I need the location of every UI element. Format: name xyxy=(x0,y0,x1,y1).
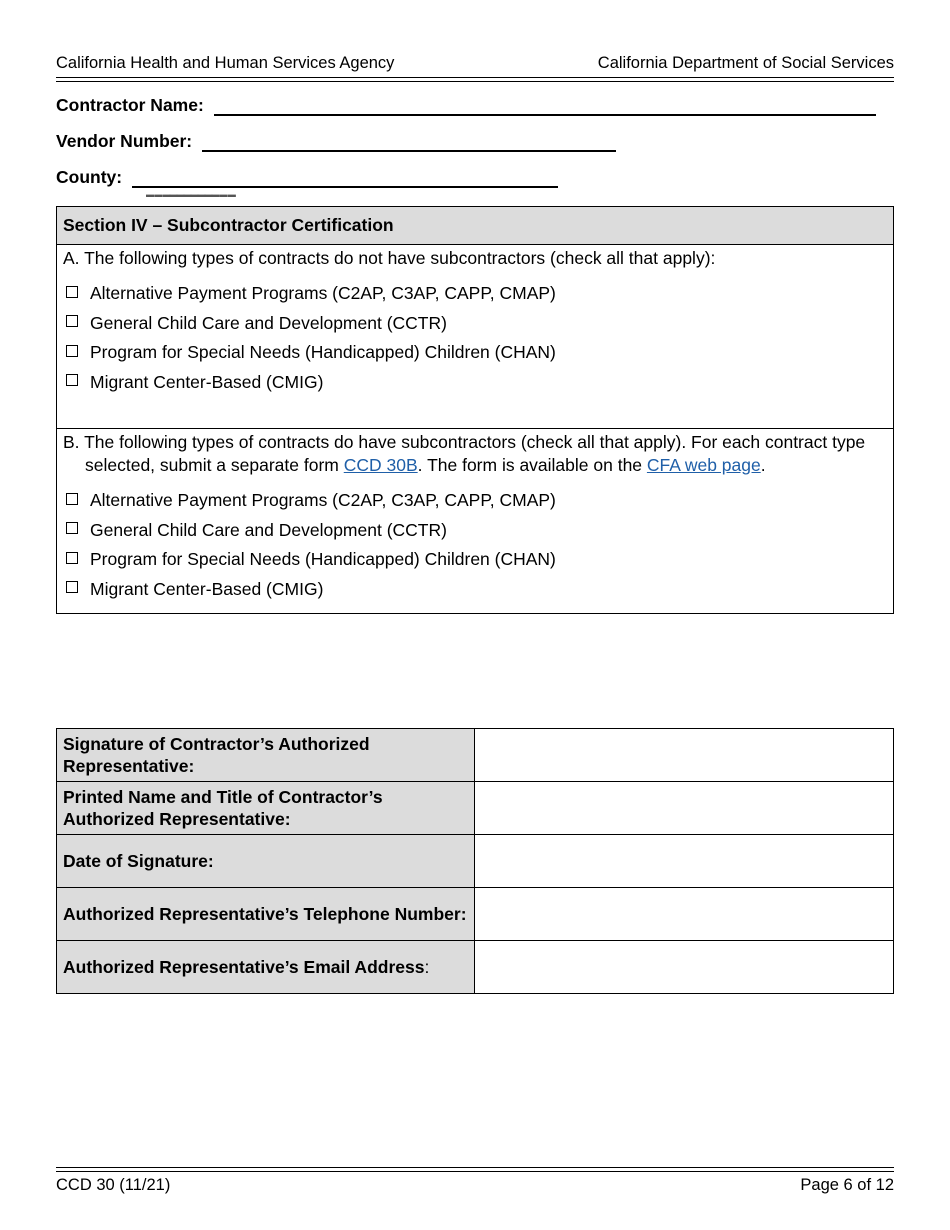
checkbox-label: Program for Special Needs (Handicapped) Children (CHAN) xyxy=(90,342,556,363)
county-input-line[interactable] xyxy=(132,168,558,188)
contractor-name-field xyxy=(56,92,876,116)
signature-table xyxy=(56,728,894,994)
list-item xyxy=(63,545,887,575)
page-header xyxy=(56,52,894,74)
section-title: Section IV – Subcontractor Certification xyxy=(57,207,893,245)
header-department: California Department of Social Services xyxy=(597,53,894,72)
table-row xyxy=(57,888,894,941)
printed-name-title-label: Printed Name and Title of Contractor’s Authorized Representative: xyxy=(57,782,475,835)
signature-label: Signature of Contractor’s Authorized Representative: xyxy=(57,729,475,782)
checkbox-label: General Child Care and Development (CCTR) xyxy=(90,312,447,333)
scan-artifact: ▬ ▬ ▬▬▬▬▬▬▬▬ ▬ ▬ xyxy=(146,190,235,199)
part-a xyxy=(57,245,893,429)
part-b-text xyxy=(63,431,887,477)
form-number: CCD 30 (11/21) xyxy=(56,1175,171,1194)
header-agency: California Health and Human Services Agency xyxy=(56,53,395,72)
checkbox[interactable] xyxy=(66,315,78,327)
header-rule xyxy=(56,77,894,82)
table-row xyxy=(57,782,894,835)
footer-rule xyxy=(56,1167,894,1172)
checkbox[interactable] xyxy=(66,581,78,593)
checkbox-label: Program for Special Needs (Handicapped) Children (CHAN) xyxy=(90,549,556,570)
vendor-number-label: Vendor Number: xyxy=(56,131,193,151)
ccd-30b-link[interactable]: CCD 30B xyxy=(343,455,418,475)
table-row xyxy=(57,835,894,888)
checkbox[interactable] xyxy=(66,345,78,357)
date-of-signature-label: Date of Signature: xyxy=(57,835,475,888)
date-of-signature-input[interactable] xyxy=(475,835,894,888)
county-label: County: xyxy=(56,167,123,187)
checkbox[interactable] xyxy=(66,374,78,386)
list-item xyxy=(63,575,887,605)
county-field xyxy=(56,164,558,188)
checkbox[interactable] xyxy=(66,493,78,505)
checkbox-label: Alternative Payment Programs (C2AP, C3AP, CAPP, CMAP) xyxy=(90,490,556,511)
cfa-web-page-link[interactable]: CFA web page xyxy=(646,455,761,475)
page-footer xyxy=(56,1174,894,1196)
list-item xyxy=(63,516,887,546)
part-a-checklist xyxy=(63,279,887,397)
part-b-text-1: B. The following types of contracts do have subcontractors (check all that apply). For each contract type selected, submit a separate form xyxy=(63,432,866,475)
contractor-name-input-line[interactable] xyxy=(214,96,876,116)
list-item xyxy=(63,486,887,516)
signature-input[interactable] xyxy=(475,729,894,782)
list-item xyxy=(63,338,887,368)
checkbox[interactable] xyxy=(66,522,78,534)
checkbox-label: Migrant Center-Based (CMIG) xyxy=(90,371,324,392)
part-b-text-3: . xyxy=(760,455,766,475)
part-b-checklist xyxy=(63,486,887,604)
contractor-name-label: Contractor Name: xyxy=(56,95,204,115)
telephone-input[interactable] xyxy=(475,888,894,941)
part-b xyxy=(57,429,893,604)
vendor-number-field xyxy=(56,128,616,152)
checkbox-label: Alternative Payment Programs (C2AP, C3AP, CAPP, CMAP) xyxy=(90,283,556,304)
part-a-text: A. The following types of contracts do not have subcontractors (check all that apply): xyxy=(63,248,716,268)
checkbox-label: Migrant Center-Based (CMIG) xyxy=(90,578,324,599)
email-label-colon: : xyxy=(424,957,430,977)
table-row xyxy=(57,729,894,782)
checkbox[interactable] xyxy=(66,552,78,564)
list-item xyxy=(63,309,887,339)
table-row xyxy=(57,941,894,994)
list-item xyxy=(63,368,887,398)
telephone-label: Authorized Representative’s Telephone Number: xyxy=(57,888,475,941)
printed-name-title-input[interactable] xyxy=(475,782,894,835)
checkbox-label: General Child Care and Development (CCTR) xyxy=(90,519,447,540)
vendor-number-input-line[interactable] xyxy=(202,132,616,152)
email-label-text: Authorized Representative’s Email Address xyxy=(63,957,425,977)
email-input[interactable] xyxy=(475,941,894,994)
subcontractor-certification-section xyxy=(56,206,894,614)
checkbox[interactable] xyxy=(66,286,78,298)
list-item xyxy=(63,279,887,309)
part-b-text-2: . The form is available on the xyxy=(417,455,647,475)
email-label xyxy=(57,941,475,994)
page-number: Page 6 of 12 xyxy=(800,1175,894,1194)
